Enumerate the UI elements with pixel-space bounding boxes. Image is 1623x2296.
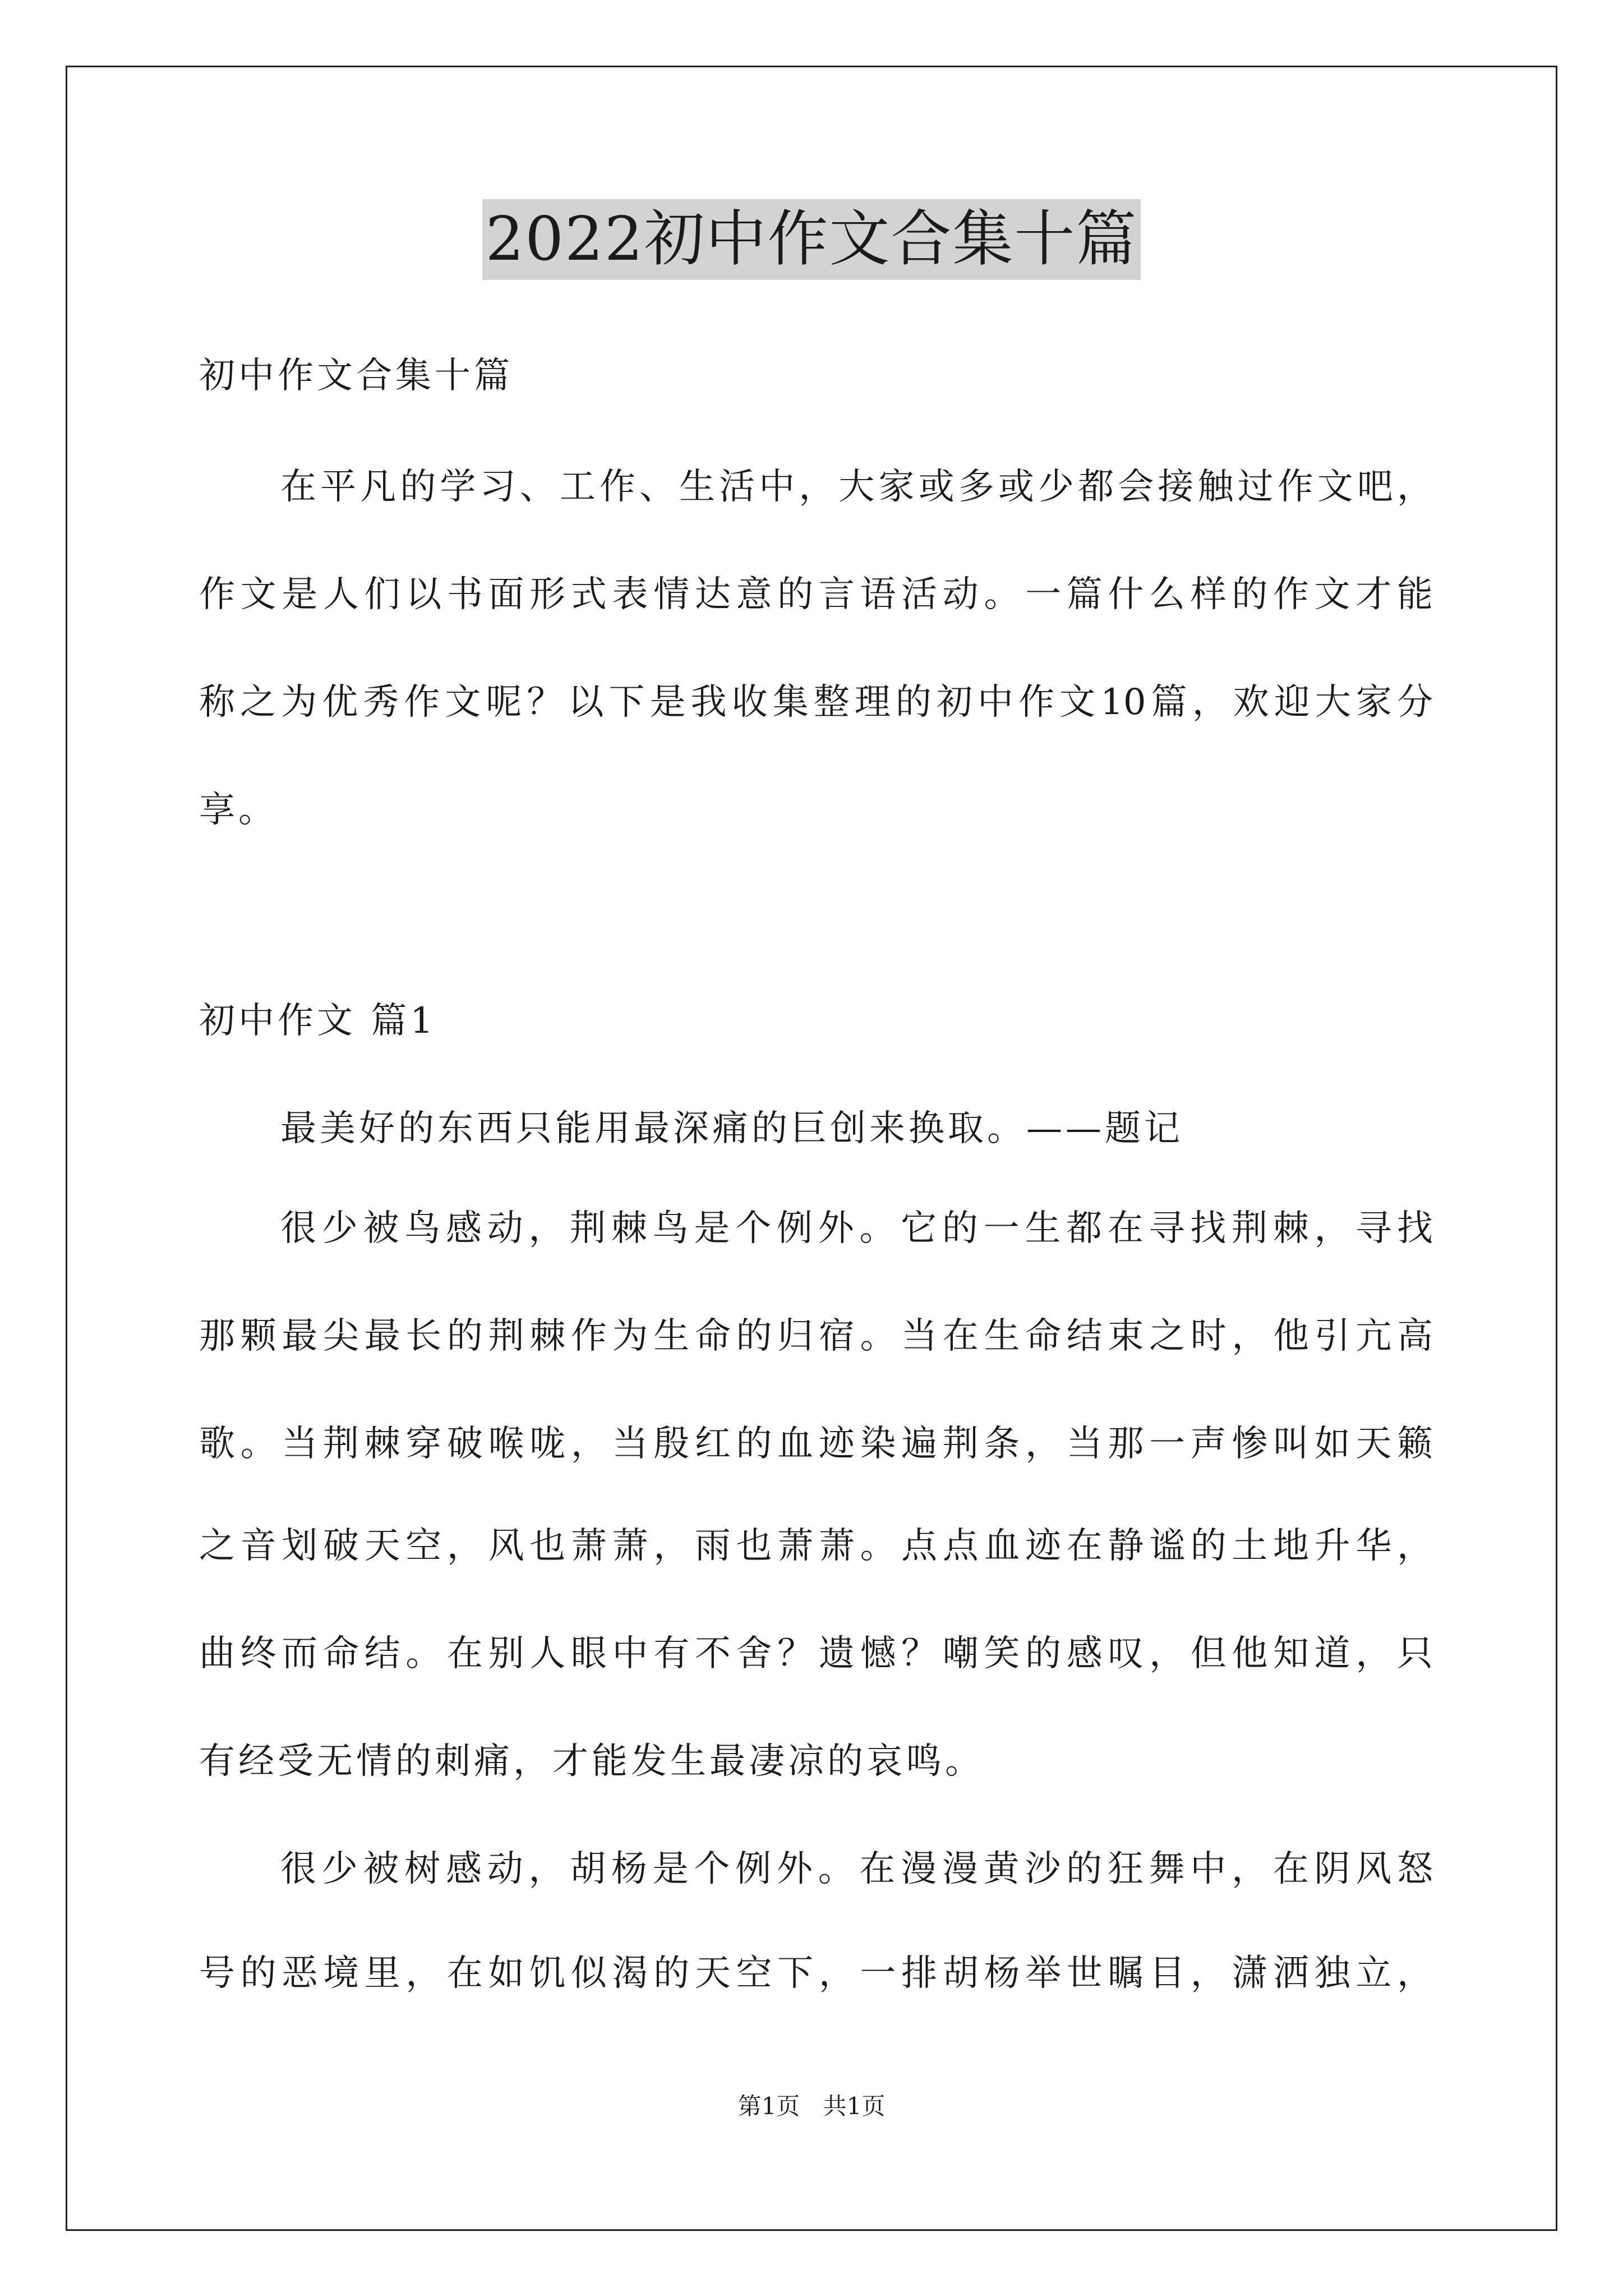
intro-line-1: 在平凡的学习、工作、生活中，大家或多或少都会接触过作文吧， xyxy=(280,466,1433,508)
paragraph1-line-4: 之音划破天空，风也萧萧，雨也萧萧。点点血迹在静谧的土地升华， xyxy=(199,1525,1433,1567)
paragraph2-line-1: 很少被树感动，胡杨是个例外。在漫漫黄沙的狂舞中，在阴风怒 xyxy=(280,1848,1433,1890)
epigraph: 最美好的东西只能用最深痛的巨创来换取。——题记 xyxy=(280,1108,1183,1149)
paragraph2-line-2: 号的恶境里，在如饥似渴的天空下，一排胡杨举世瞩目，潇洒独立， xyxy=(199,1953,1433,1994)
paragraph1-line-5: 曲终而命结。在别人眼中有不舍？遗憾？嘲笑的感叹，但他知道，只 xyxy=(199,1633,1433,1674)
paragraph1-line-6: 有经受无情的刺痛，才能发生最凄凉的哀鸣。 xyxy=(199,1741,984,1782)
page-number: 第1页 xyxy=(737,2092,800,2120)
intro-line-3: 称之为优秀作文呢？以下是我收集整理的初中作文10篇，欢迎大家分 xyxy=(199,682,1433,723)
section-heading: 初中作文 篇1 xyxy=(199,1000,437,1042)
document-title: 2022初中作文合集十篇 xyxy=(482,199,1141,280)
paragraph1-line-3: 歌。当荆棘穿破喉咙，当殷红的血迹染遍荆条，当那一声惨叫如天籁 xyxy=(199,1423,1433,1465)
document-subtitle: 初中作文合集十篇 xyxy=(199,355,513,397)
page-total: 共1页 xyxy=(823,2092,886,2120)
page-footer xyxy=(0,2090,1623,2123)
title-container xyxy=(0,199,1623,280)
paragraph1-line-1: 很少被鸟感动，荆棘鸟是个例外。它的一生都在寻找荆棘，寻找 xyxy=(280,1208,1433,1249)
paragraph1-line-2: 那颗最尖最长的荆棘作为生命的归宿。当在生命结束之时，他引亢高 xyxy=(199,1315,1433,1357)
intro-line-2: 作文是人们以书面形式表情达意的言语活动。一篇什么样的作文才能 xyxy=(199,574,1433,615)
intro-line-4: 享。 xyxy=(199,789,278,831)
